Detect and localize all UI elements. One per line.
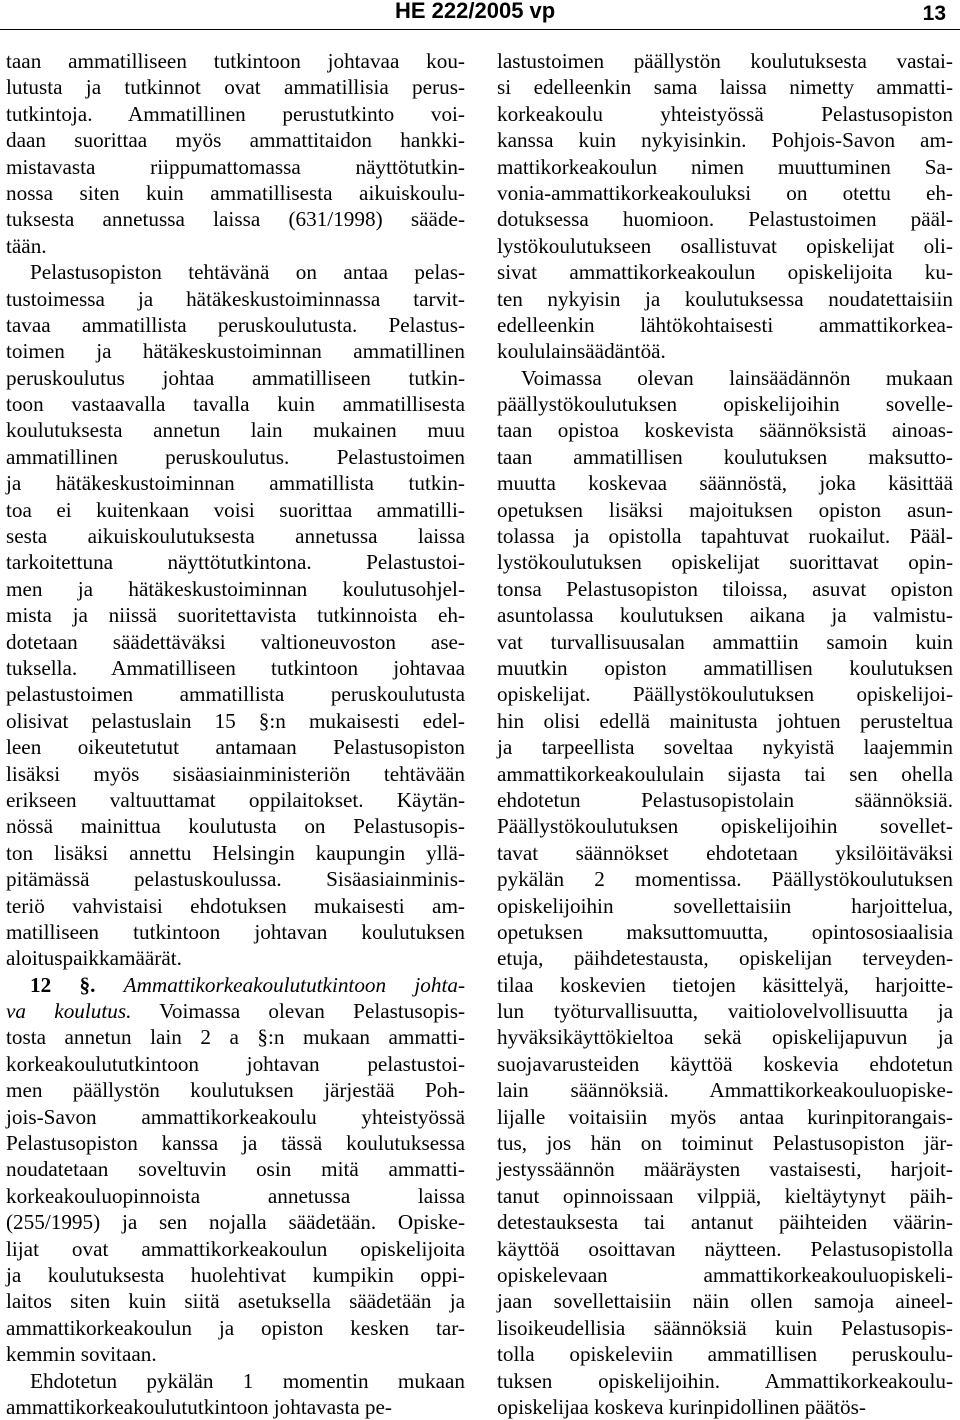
text-line: tolassa ja opistolla tapahtuvat ruokailut. Pääl- bbox=[497, 524, 953, 549]
text-line: tus, jos hän on toiminut Pelastusopiston jär- bbox=[497, 1131, 953, 1156]
text-line: tavat säännökset ehdotetaan yksilöitäväksi bbox=[497, 840, 953, 865]
text-line: (255/1995) ja sen nojalla säädetään. Opiske- bbox=[6, 1210, 465, 1235]
text-line: sivat ammattikorkeakoulun opiskelijoita ku- bbox=[497, 260, 953, 285]
text-line: ton lisäksi annettu Helsingin kaupungin yllä- bbox=[6, 840, 465, 865]
text-line: tuksella. Ammatilliseen tutkintoon johtavaa bbox=[6, 655, 465, 680]
text-line: pykälän 2 momentissa. Päällystökoulutuksen bbox=[497, 867, 953, 892]
text-line: ammattikorkeakoulun ja opiston kesken tar- bbox=[6, 1315, 465, 1340]
text-line: noudatetaan soveltuvin osin mitä ammatti- bbox=[6, 1157, 465, 1182]
text-line: men ja hätäkeskustoiminnan koulutusohjel- bbox=[6, 576, 465, 601]
text-line: toimen ja hätäkeskustoiminnan ammatillinen bbox=[6, 339, 465, 364]
text-line: tanut opinnoissaan vilppiä, kieltäytynyt päih- bbox=[497, 1183, 953, 1208]
document-id: HE 222/2005 vp bbox=[395, 0, 556, 23]
text-line: lystökoulutukseen osallistuvat opiskelijat oli- bbox=[497, 233, 953, 258]
text-line: lystökoulutuksen opiskelijat suorittavat opin- bbox=[497, 550, 953, 575]
text-line: jestyssäännön määräysten vastaisesti, harjoit- bbox=[497, 1157, 953, 1182]
text-line: tosta annetun lain 2 a §:n mukaan ammatti- bbox=[6, 1025, 465, 1050]
text-line: opiskelijaa koskeva kurinpidollinen päätös- bbox=[497, 1394, 866, 1419]
text-line: Pelastusopiston kanssa ja tässä koulutuksessa bbox=[6, 1131, 465, 1156]
text-line bbox=[6, 998, 465, 1024]
text-line: lun työturvallisuutta, vaitiolovelvollisuutta ja bbox=[497, 999, 953, 1024]
text-line: peruskoulutus johtaa ammatilliseen tutkin- bbox=[6, 365, 465, 390]
text-line: si edelleenkin sama laissa nimetty ammatti- bbox=[497, 75, 953, 100]
text-line: pelastustoimen ammatillista peruskoulutusta bbox=[6, 682, 465, 707]
text-line: opiskelevaan ammattikorkeakouluopiskeli- bbox=[497, 1262, 953, 1287]
section-title-cont: va koulutus. bbox=[6, 999, 132, 1024]
text-line: lastustoimen päällystön koulutuksesta vastai- bbox=[497, 49, 953, 73]
text-line: kemmin sovitaan. bbox=[6, 1342, 157, 1367]
text-line: lijat ovat ammattikorkeakoulun opiskelijoita bbox=[6, 1236, 465, 1261]
text-line: mattikorkeakoulun nimen muuttuminen Sa- bbox=[497, 154, 953, 179]
text-line: taan ammatilliseen tutkintoon johtavaa kou- bbox=[6, 49, 465, 73]
text-line: korkeakoulututkintoon johtavan pelastustoi- bbox=[6, 1051, 465, 1076]
text-line: taan opistoa koskevista säännöksistä ainoas- bbox=[497, 418, 953, 443]
text-line: nössä mainittua koulutusta on Pelastusopis- bbox=[6, 814, 465, 839]
text-line: lutusta ja tutkinnot ovat ammatillisia perus- bbox=[6, 75, 465, 100]
section-title: Ammattikorkeakoulututkintoon johta- bbox=[123, 972, 466, 997]
text-line: detestauksesta tai antanut päihteiden väärin- bbox=[497, 1210, 953, 1235]
text-line: toa ei kuitenkaan voisi suorittaa ammatilli- bbox=[6, 497, 465, 522]
text-line: käyttöä osoittavan näytteen. Pelastusopistolla bbox=[497, 1236, 953, 1261]
text-line: sesta aikuiskoulutuksesta annetussa laissa bbox=[6, 524, 465, 549]
text-line: ja koulutuksesta huolehtivat kumpikin oppi- bbox=[6, 1262, 465, 1287]
text-line: dotuksessa huomioon. Pelastustoimen pääl- bbox=[497, 207, 953, 232]
text-line: tuksesta annetussa laissa (631/1998) sääde- bbox=[6, 207, 465, 232]
text-line: tavaa ammatillista peruskoulutusta. Pelastus- bbox=[6, 312, 465, 337]
text-line: jois-Savon ammattikorkeakoulu yhteistyössä bbox=[6, 1104, 465, 1129]
text-line: korkeakouluopinnoista annetussa laissa bbox=[6, 1183, 465, 1208]
text-line: taan ammatillisen koulutuksen maksutto- bbox=[497, 444, 953, 469]
text-line: tilaa koskevien tietojen käsittelyä, harjoitte- bbox=[497, 972, 953, 997]
header-rule bbox=[0, 29, 960, 30]
text-line: Voimassa olevan lainsäädännön mukaan bbox=[521, 365, 953, 390]
text-line: korkeakoulu yhteistyössä Pelastusopiston bbox=[497, 101, 953, 126]
text-line: olisivat pelastuslain 15 §:n mukaisesti edel- bbox=[6, 708, 465, 733]
text-line: Ehdotetun pykälän 1 momentin mukaan bbox=[30, 1368, 465, 1393]
text-line: asuntolassa koulutuksen aikana ja valmistu- bbox=[497, 603, 953, 628]
text-line: vonia-ammattikorkeakouluksi on otettu eh- bbox=[497, 180, 953, 205]
text-line: daan suorittaa myös ammattitaidon hankki- bbox=[6, 128, 465, 153]
text-line: tään. bbox=[6, 233, 47, 258]
text-line: teriö vahvistaisi ehdotuksen mukaisesti am- bbox=[6, 893, 465, 918]
left-column bbox=[6, 48, 465, 1420]
text-line: opiskelijoihin sovellettaisiin harjoittelua, bbox=[497, 893, 953, 918]
text-line: mistavasta riippumattomassa näyttötutkin- bbox=[6, 154, 465, 179]
text-line: nossa siten kuin ammatillisesta aikuiskoulu- bbox=[6, 180, 465, 205]
text-line: pitämässä pelastuskoulussa. Sisäasiainminis- bbox=[6, 867, 465, 892]
text-line: kanssa kuin nykyisinkin. Pohjois-Savon am- bbox=[497, 128, 953, 153]
page-header bbox=[0, 0, 960, 30]
text-line: matilliseen tutkintoon johtavan koulutuksen bbox=[6, 919, 465, 944]
text-line: ten nykyisin ja koulutuksessa noudatettaisiin bbox=[497, 286, 953, 311]
text-line: men päällystön koulutuksen järjestää Poh- bbox=[6, 1078, 465, 1103]
text-line: lijalle voitaisiin myös antaa kurinpitorangais- bbox=[497, 1104, 953, 1129]
text-line: mista ja niissä suoritettavista tutkinnoista eh- bbox=[6, 603, 465, 628]
text-line: ja hätäkeskustoiminnan ammatillista tutkin- bbox=[6, 471, 465, 496]
text-line: etuja, päihdetestausta, opiskelijan terveyden- bbox=[497, 946, 953, 971]
section-body-start: Voimassa olevan Pelastusopis- bbox=[131, 999, 466, 1024]
text-line: tonsa Pelastusopiston tiloissa, asuvat opiston bbox=[497, 576, 953, 601]
text-line: laitos siten kuin siitä asetuksella säädetään ja bbox=[6, 1289, 465, 1314]
text-line: edelleenkin lähtökohtaisesti ammattikorkea- bbox=[497, 312, 953, 337]
page-number: 13 bbox=[922, 2, 946, 25]
text-line: hyväksikäyttökieltoa sekä opiskelijapuvun ja bbox=[497, 1025, 953, 1050]
text-line: koulutuksesta annetun lain mukainen muu bbox=[6, 418, 465, 443]
text-line: leen oikeutetutut antamaan Pelastusopiston bbox=[6, 735, 465, 760]
text-line: toon vastaavalla tavalla kuin ammatillisesta bbox=[6, 392, 465, 417]
text-line: lisäksi myös sisäasiainministeriön tehtävään bbox=[6, 761, 465, 786]
text-line: suojavarusteiden käyttöä koskevia ehdotetun bbox=[497, 1051, 953, 1076]
section-symbol: §. bbox=[51, 972, 124, 997]
text-line: tolla opiskeleviin ammatillisen peruskoulu- bbox=[497, 1342, 953, 1367]
text-line: ammattikorkeakoululain sijasta tai sen ohella bbox=[497, 761, 953, 786]
text-line: ammattikorkeakoulututkintoon johtavasta pe- bbox=[6, 1394, 392, 1419]
text-line: aloituspaikkamäärät. bbox=[6, 946, 182, 971]
text-line: muutkin opiston ammatillisen koulutuksen bbox=[497, 655, 953, 680]
text-line: vat turvallisuusalan ammattiin samoin kuin bbox=[497, 629, 953, 654]
text-line: päällystökoulutuksen opiskelijoihin sovelle- bbox=[497, 392, 953, 417]
text-line: lisoikeudellisia säännöksiä kuin Pelastusopis- bbox=[497, 1315, 953, 1340]
text-line: tustoimessa ja hätäkeskustoiminnassa tarvit- bbox=[6, 286, 465, 311]
text-line: koululainsäädäntöä. bbox=[497, 339, 666, 364]
text-line: dotetaan säädettäväksi valtioneuvoston ase- bbox=[6, 629, 465, 654]
text-line: muutta koskevaa säännöstä, joka käsittää bbox=[497, 471, 953, 496]
text-line: erikseen valtuuttamat oppilaitokset. Käytän- bbox=[6, 787, 465, 812]
right-column bbox=[497, 48, 953, 1420]
text-line: jaan sovellettaisiin näin ollen samoja aineel- bbox=[497, 1289, 953, 1314]
text-line: Päällystökoulutuksen opiskelijoihin sovellet- bbox=[497, 814, 953, 839]
text-line: tarkoitettuna näyttötutkintona. Pelastustoi- bbox=[6, 550, 465, 575]
text-line: lain säännöksiä. Ammattikorkeakouluopiske- bbox=[497, 1078, 953, 1103]
text-line: opetuksen maksuttomuutta, opintososiaalisia bbox=[497, 919, 953, 944]
section-heading-line bbox=[6, 972, 465, 998]
text-line: tutkintoja. Ammatillinen perustutkinto voi- bbox=[6, 101, 465, 126]
text-line: ehdotetun Pelastusopistolain säännöksiä. bbox=[497, 787, 953, 812]
text-line: opetuksen lisäksi majoituksen opiston asun- bbox=[497, 497, 953, 522]
section-number: 12 bbox=[30, 972, 52, 997]
text-line: tuksen opiskelijoihin. Ammattikorkeakoulu- bbox=[497, 1368, 953, 1393]
text-line: opiskelijat. Päällystökoulutuksen opiskelijoi- bbox=[497, 682, 953, 707]
text-line: hin olisi edellä mainitusta johtuen perusteltua bbox=[497, 708, 953, 733]
text-line: Pelastusopiston tehtävänä on antaa pelas- bbox=[30, 260, 465, 285]
text-line: ja tarpeellista soveltaa nykyistä laajemmin bbox=[497, 735, 953, 760]
text-line: ammatillinen peruskoulutus. Pelastustoimen bbox=[6, 444, 465, 469]
